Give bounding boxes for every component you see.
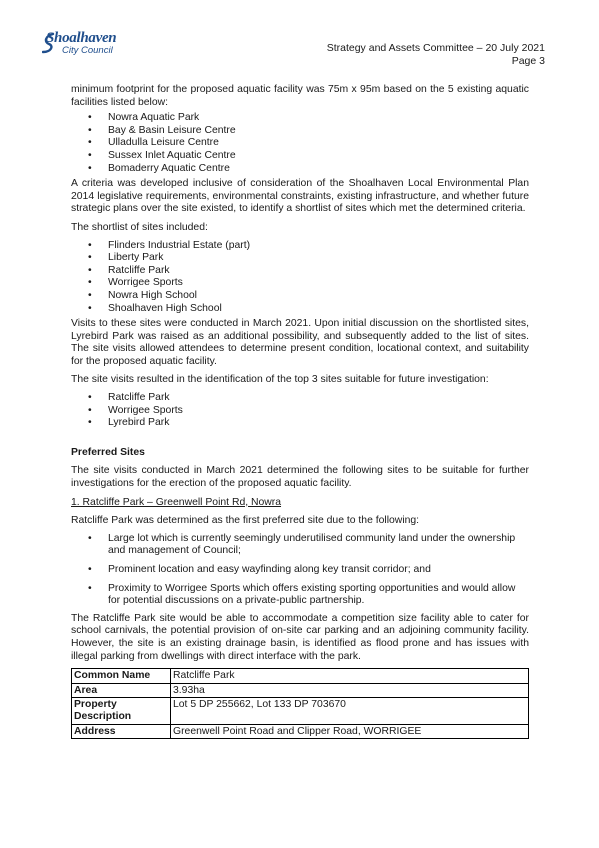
- list-item: • Nowra Aquatic Park: [71, 112, 529, 125]
- site1-details-table: [71, 668, 529, 739]
- page-number: Page 3: [511, 55, 545, 67]
- table-value: Ratcliffe Park: [171, 669, 529, 683]
- list-item: • Liberty Park: [71, 252, 529, 265]
- logo-wordmark: Shoalhaven: [46, 30, 117, 46]
- site1-intro: Ratcliffe Park was determined as the first preferred site due to the following:: [71, 515, 420, 527]
- top3-intro: The site visits resulted in the identification of the top 3 sites suitable for future investigation:: [71, 374, 489, 386]
- list-item: • Lyrebird Park: [71, 417, 529, 430]
- table-label: Area: [72, 683, 171, 697]
- page-header: [327, 42, 545, 68]
- table-row: [72, 683, 529, 697]
- preferred-paragraph: The site visits conducted in March 2021 determined the following sites to be suitable for further investigations for the erection of the proposed aquatic facility.: [71, 465, 529, 490]
- list-item: • Large lot which is currently seemingly underutilised community land under the ownership and management of Council;: [71, 533, 529, 558]
- committee-title: Strategy and Assets Committee – 20 July 2021: [326, 42, 545, 54]
- existing-facilities-list: [71, 112, 529, 175]
- table-row: [72, 724, 529, 738]
- shortlist-list: [71, 240, 529, 316]
- site1-heading: 1. Ratcliffe Park – Greenwell Point Rd, Nowra: [71, 496, 282, 508]
- table-value: Lot 5 DP 255662, Lot 133 DP 703670: [171, 697, 529, 724]
- intro-paragraph: minimum footprint for the proposed aquatic facility was 75m x 95m based on the 5 existing aquatic facilities listed below:: [71, 84, 529, 108]
- preferred-sites-heading: Preferred Sites: [71, 446, 145, 458]
- top3-list: [71, 392, 529, 430]
- list-item: • Worrigee Sports: [71, 277, 529, 290]
- shortlist-intro: The shortlist of sites included:: [71, 221, 208, 233]
- table-row: [72, 669, 529, 683]
- list-item: • Ratcliffe Park: [71, 392, 529, 405]
- table-value: 3.93ha: [171, 683, 529, 697]
- list-item: • Proximity to Worrigee Sports which offers existing sporting opportunities and would allow for potential discussions on a private-public partnership.: [71, 583, 529, 608]
- table-label: Common Name: [72, 669, 171, 683]
- list-item: • Flinders Industrial Estate (part): [71, 240, 529, 253]
- visits-paragraph: Visits to these sites were conducted in March 2021. Upon initial discussion on the shortlisted sites, Lyrebird Park was raised as an additional possibility, and subsequently added to the list of sites. The site visits allowed attendees to determine present condition, locational context, and suitability for the proposed aquatic facility.: [71, 318, 529, 367]
- list-item: • Ratcliffe Park: [71, 265, 529, 278]
- list-item: • Sussex Inlet Aquatic Centre: [71, 150, 529, 163]
- document-body: [71, 84, 529, 739]
- list-item: • Bay & Basin Leisure Centre: [71, 125, 529, 138]
- list-item: • Worrigee Sports: [71, 405, 529, 418]
- table-label: Address: [72, 724, 171, 738]
- table-row: [72, 697, 529, 724]
- site1-reasons-list: [71, 533, 529, 608]
- table-value: Greenwell Point Road and Clipper Road, WORRIGEE: [171, 724, 529, 738]
- logo-subtitle: City Council: [62, 45, 113, 56]
- list-item: • Shoalhaven High School: [71, 303, 529, 316]
- council-logo: [42, 30, 132, 62]
- list-item: • Ulladulla Leisure Centre: [71, 137, 529, 150]
- list-item: • Bomaderry Aquatic Centre: [71, 163, 529, 176]
- criteria-paragraph: A criteria was developed inclusive of consideration of the Shoalhaven Local Environmental Plan 2014 legislative requirements, environmental constraints, existing infrastructure, and whether future strategic plans over the site existed, to identify a shortlist of sites which met the determined criteria.: [71, 178, 529, 215]
- list-item: • Nowra High School: [71, 290, 529, 303]
- list-item: • Prominent location and easy wayfinding along key transit corridor; and: [71, 564, 529, 577]
- table-label: Property Description: [72, 697, 171, 724]
- site1-paragraph: The Ratcliffe Park site would be able to accommodate a competition size facility able to cater for school carnivals, the potential provision of on-site car parking and an adjoining community facility. However, the site is an existing drainage basin, is identified as flood prone and has issues with illegal parking from dwellings with direct interface with the park.: [71, 612, 529, 662]
